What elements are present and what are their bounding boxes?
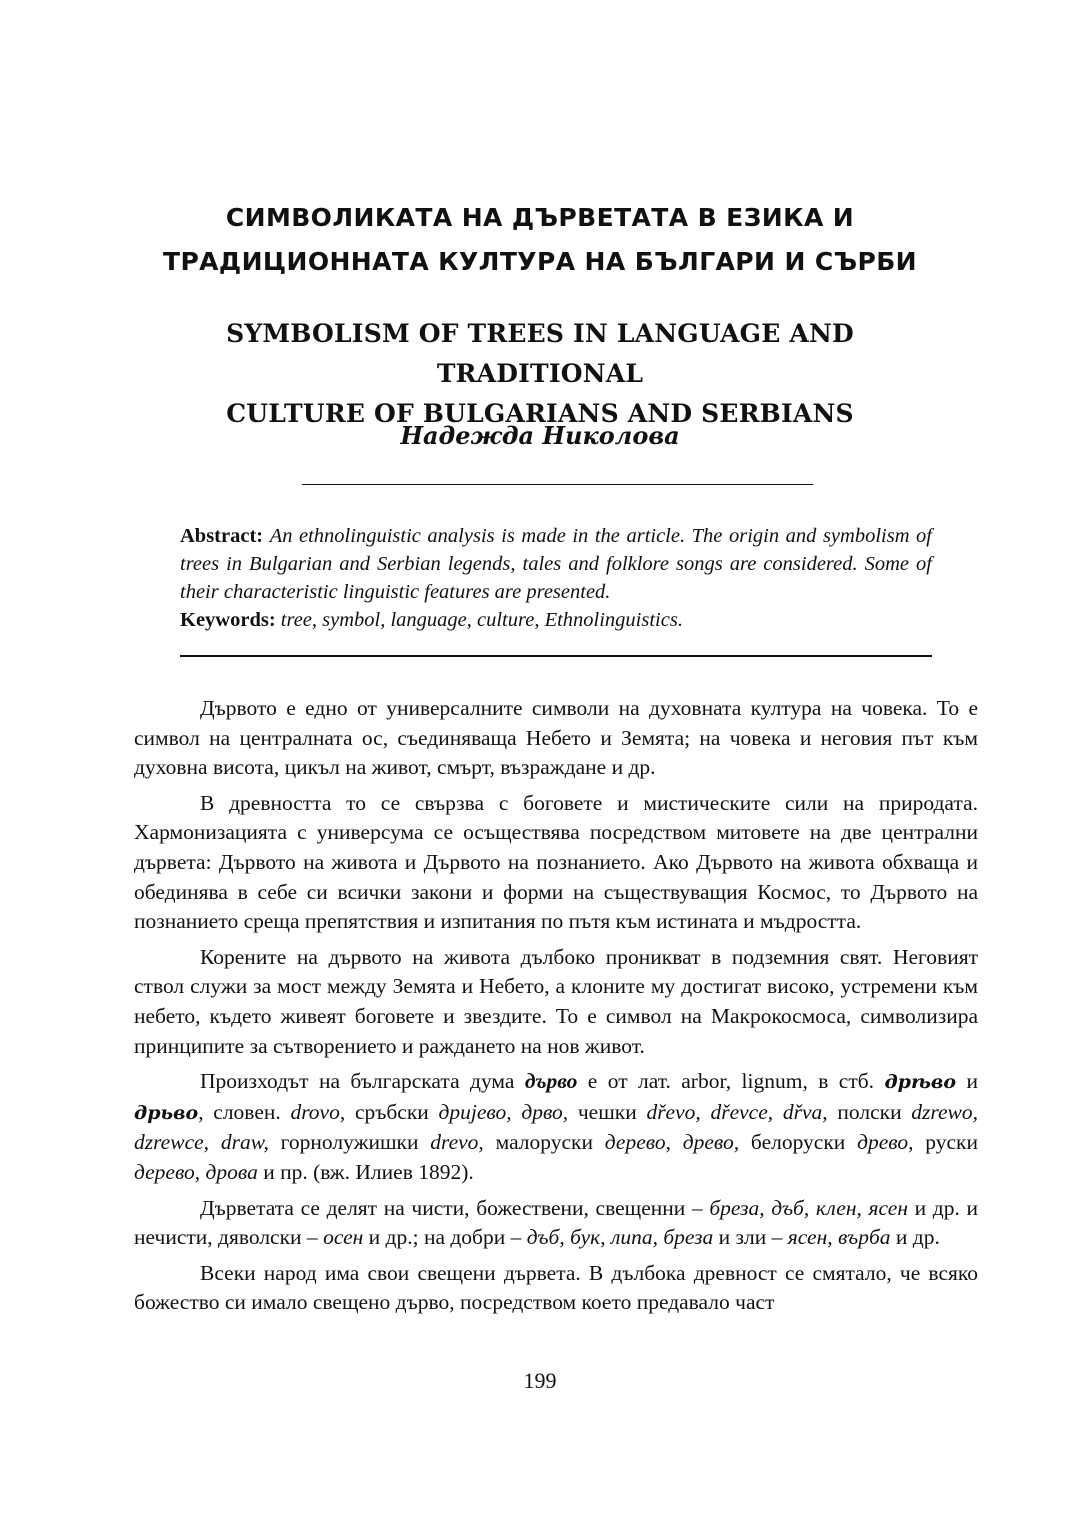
- paragraph-2: В древността то се свързва с боговете и мистическите сили на природата. Хармонизацията с универсума се осъществява посредством митовете на две централни дървета: Дървото на живота и Дървото на познанието. Ако Дървото на живота обхваща и обединява в себе си всички закони и форми на съществуващия Космос, то Дървото на познанието среща препятствия и изпитания по пътя към истината и мъдростта.: [134, 790, 978, 934]
- keywords-paragraph: [180, 606, 932, 634]
- p5-text: Дърветата се делят на чисти, божествени, свещенни –: [200, 1195, 710, 1220]
- p4-term: дријево, дрво,: [438, 1099, 569, 1124]
- paragraph-1: Дървото е едно от универсалните символи на духовната култура на човека. То е символ на централната ос, съединяваща Небето и Земята; на човека и неговия път към духовна висота, цикъл на живот, смърт, възраждане и др.: [134, 696, 978, 780]
- p4-term: дерево, дрова: [134, 1159, 258, 1184]
- paragraph-6: Всеки народ има свои свещени дървета. В дълбока древност се смятало, че всяко божество си имало свещено дърво, посредством което предавало част: [134, 1260, 978, 1315]
- p4-text: и: [956, 1069, 978, 1094]
- p5-term: дъб, бук, липа, бреза: [526, 1225, 714, 1250]
- p4-term: dzrewo, dzrewce, draw,: [134, 1099, 978, 1155]
- keywords-label: Keywords:: [180, 609, 276, 631]
- p4-text: полски: [827, 1099, 912, 1124]
- title-english-line1: SYMBOLISM OF TREES IN LANGUAGE AND TRADITIONAL: [226, 319, 854, 388]
- title-english-line2: CULTURE OF BULGARIANS AND SERBIANS: [226, 399, 854, 428]
- paragraph-5: [134, 1194, 978, 1253]
- p4-term: дърво: [524, 1069, 578, 1094]
- p4-text: горнолужишки: [268, 1130, 431, 1155]
- p5-text: и зли –: [713, 1225, 788, 1250]
- paragraph-4: [134, 1067, 978, 1187]
- p5-term: бреза, дъб, клен, ясен: [709, 1195, 908, 1220]
- title-bulgarian-line1: СИМВОЛИКАТА НА ДЪРВЕТАТА В ЕЗИКА И: [225, 203, 855, 232]
- p4-term: drevo,: [430, 1130, 484, 1155]
- p5-text: и др.: [890, 1225, 940, 1250]
- keywords-text: tree, symbol, language, culture, Ethnolinguistics.: [280, 609, 683, 631]
- p4-text: , словен.: [198, 1099, 291, 1124]
- p4-term: дерево, древо,: [604, 1130, 740, 1155]
- abstract-text: An ethnolinguistic analysis is made in the article. The origin and symbolism of trees in Bulgarian and Serbian legends, tales and folklore songs are considered. Some of their characteristic linguistic features are presented.: [180, 525, 933, 603]
- p4-oldslav-term: дрьво: [134, 1101, 199, 1124]
- p4-text: чешки: [568, 1099, 647, 1124]
- title-bulgarian: [120, 196, 960, 284]
- p4-text: белоруски: [739, 1130, 858, 1155]
- body-text: [134, 694, 978, 1324]
- page-number: 199: [523, 1368, 557, 1393]
- p4-text: , сръбски: [339, 1099, 439, 1124]
- title-english: [120, 314, 960, 434]
- divider-long: [180, 655, 932, 657]
- p5-text: и др. и нечисти, дяволски –: [134, 1195, 979, 1250]
- p4-term: древо,: [857, 1130, 914, 1155]
- p5-term: ясен, върба: [787, 1225, 891, 1250]
- abstract-label: Abstract:: [180, 525, 264, 547]
- author-name: Надежда Николова: [400, 421, 680, 450]
- p4-text: руски: [913, 1130, 978, 1155]
- p5-text: и др.; на добри –: [363, 1225, 527, 1250]
- abstract-paragraph: [180, 522, 932, 606]
- title-bulgarian-line2: ТРАДИЦИОННАТА КУЛТУРА НА БЪЛГАРИ И СЪРБИ: [162, 247, 918, 276]
- p4-oldslav-term: дрѣво: [884, 1071, 957, 1094]
- abstract-block: [180, 522, 932, 634]
- divider-short: [302, 484, 813, 485]
- p4-text: е от лат. arbor, lignum, в стб.: [577, 1069, 885, 1094]
- p4-text: и пр. (вж. Илиев 1892).: [257, 1159, 474, 1184]
- p4-term: dřevo, dřevce, dřva,: [646, 1099, 828, 1124]
- p5-term: осен: [323, 1225, 364, 1250]
- p4-text: малоруски: [483, 1130, 605, 1155]
- p4-text: Произходът на българската дума: [200, 1069, 525, 1094]
- p4-term: drovo: [290, 1099, 340, 1124]
- paragraph-3: Корените на дървото на живота дълбоко проникват в подземния свят. Неговият ствол служи за мост между Земята и Небето, а клоните му достигат високо, устремени към небето, където живеят боговете и звездите. То е символ на Макрокосмоса, символизира принципите за сътворението и раждането на нов живот.: [134, 944, 978, 1058]
